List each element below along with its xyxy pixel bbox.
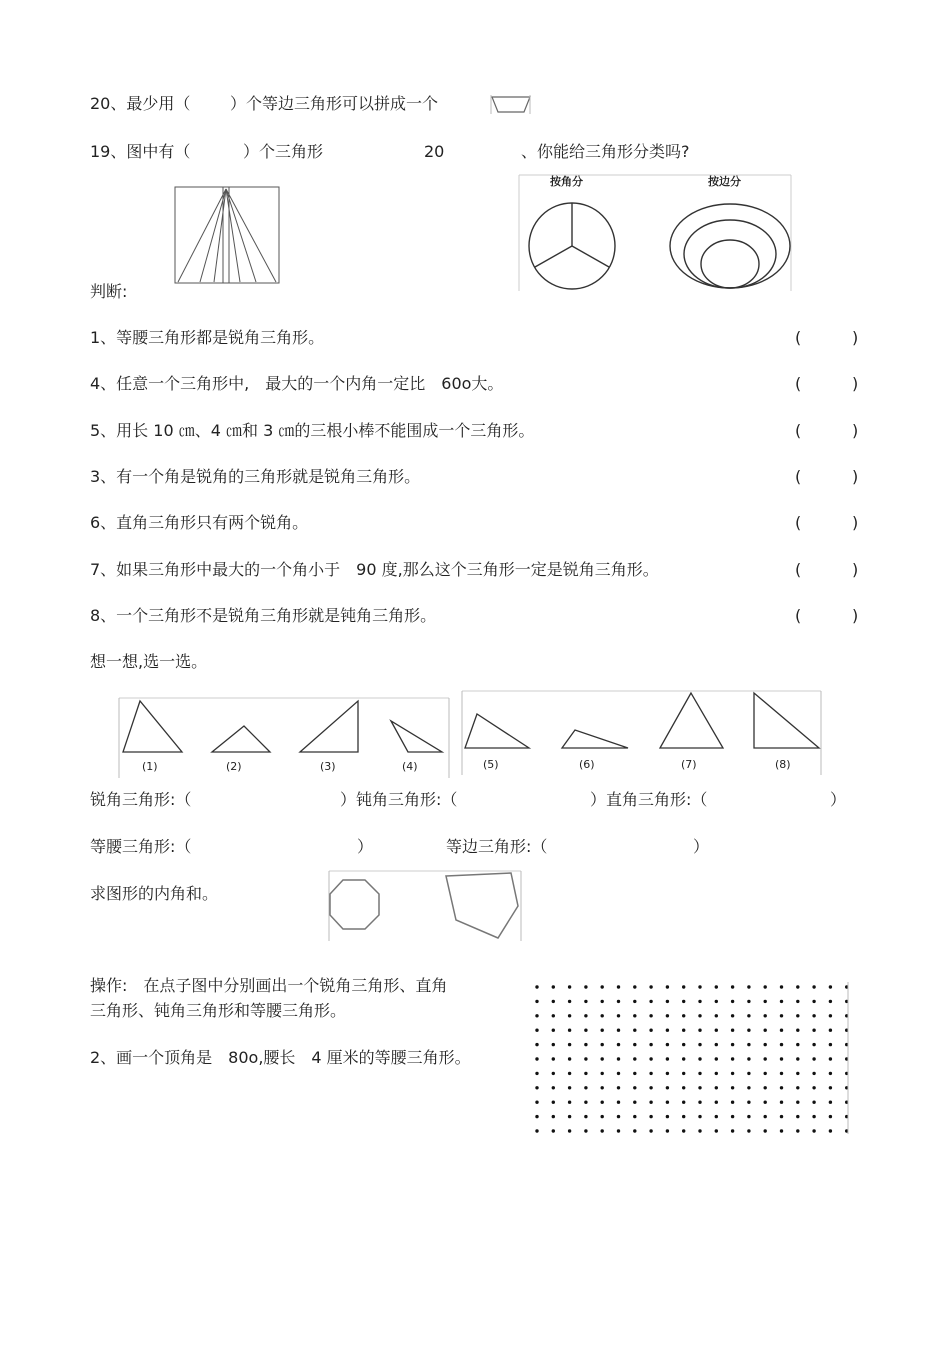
q20-suffix: ）个等边三角形可以拼成一个 xyxy=(230,94,439,113)
answer-paren-close: ) xyxy=(852,421,859,440)
trapezoid-figure xyxy=(490,93,532,115)
equilateral-close: ） xyxy=(693,837,710,856)
judge-item-7: 8、一个三角形不是锐角三角形就是钝角三角形。 xyxy=(90,606,437,625)
triangle-label: (7) xyxy=(681,758,697,771)
judge-item-3: 5、用长 10 ㎝、4 ㎝和 3 ㎝的三根小棒不能围成一个三角形。 xyxy=(90,421,535,440)
answer-paren-close: ) xyxy=(852,606,859,625)
answer-paren-open: ( xyxy=(795,606,802,625)
triangle-label: (4) xyxy=(402,760,418,773)
triangle-label: (6) xyxy=(579,758,595,771)
triangle-label: (8) xyxy=(775,758,791,771)
operate-question-2: 2、画一个顶角是 80o,腰长 4 厘米的等腰三角形。 xyxy=(90,1048,471,1067)
answer-paren-open: ( xyxy=(795,328,802,347)
q20-prefix: 20、最少用（ xyxy=(90,94,191,113)
equilateral-label: 等边三角形:（ xyxy=(446,837,548,856)
answer-paren-open: ( xyxy=(795,513,802,532)
right-label: ）直角三角形:（ xyxy=(590,790,708,809)
isosceles-close: ） xyxy=(357,837,374,856)
answer-paren-close: ) xyxy=(852,374,859,393)
judge-item-6: 7、如果三角形中最大的一个角小于 90 度,那么这个三角形一定是锐角三角形。 xyxy=(90,560,659,579)
dot-grid[interactable] xyxy=(532,982,850,1134)
judge-item-4: 3、有一个角是锐角的三角形就是锐角三角形。 xyxy=(90,467,421,486)
interior-angle-question: 求图形的内角和。 xyxy=(90,884,219,903)
triangle-label: (1) xyxy=(142,760,158,773)
triangle-label: (3) xyxy=(320,760,336,773)
acute-label: 锐角三角形:（ xyxy=(90,790,192,809)
answer-paren-close: ) xyxy=(852,560,859,579)
answer-paren-open: ( xyxy=(795,467,802,486)
right-close: ） xyxy=(830,790,847,809)
operate-line-1: 操作: 在点子图中分别画出一个锐角三角形、直角 xyxy=(90,976,448,995)
by-side-label: 按边分 xyxy=(708,175,741,188)
triangle-count-figure xyxy=(174,186,280,284)
judge-item-2: 4、任意一个三角形中, 最大的一个内角一定比 60o大。 xyxy=(90,374,504,393)
obtuse-label: ）钝角三角形:（ xyxy=(340,790,458,809)
triangle-label: (5) xyxy=(483,758,499,771)
judge-item-5: 6、直角三角形只有两个锐角。 xyxy=(90,513,309,532)
judge-heading: 判断: xyxy=(90,282,128,301)
isosceles-label: 等腰三角形:（ xyxy=(90,837,192,856)
triangle-label: (2) xyxy=(226,760,242,773)
answer-paren-close: ) xyxy=(852,328,859,347)
by-angle-label: 按角分 xyxy=(550,175,583,188)
judge-item-1: 1、等腰三角形都是锐角三角形。 xyxy=(90,328,325,347)
answer-paren-close: ) xyxy=(852,467,859,486)
q19-text2: ）个三角形 xyxy=(243,142,324,161)
answer-paren-open: ( xyxy=(795,560,802,579)
answer-paren-open: ( xyxy=(795,374,802,393)
answer-paren-close: ) xyxy=(852,513,859,532)
triangles-panel-left xyxy=(118,697,450,779)
q19-number: 20 xyxy=(424,142,445,161)
q19-text: 19、图中有（ xyxy=(90,142,191,161)
answer-paren-open: ( xyxy=(795,421,802,440)
choose-heading: 想一想,选一选。 xyxy=(90,652,208,671)
classification-figure xyxy=(518,174,792,292)
classify-question: 、你能给三角形分类吗? xyxy=(521,142,690,161)
polygons-figure xyxy=(328,870,522,942)
triangles-panel-right xyxy=(461,690,822,776)
operate-line-2: 三角形、钝角三角形和等腰三角形。 xyxy=(90,1001,347,1020)
